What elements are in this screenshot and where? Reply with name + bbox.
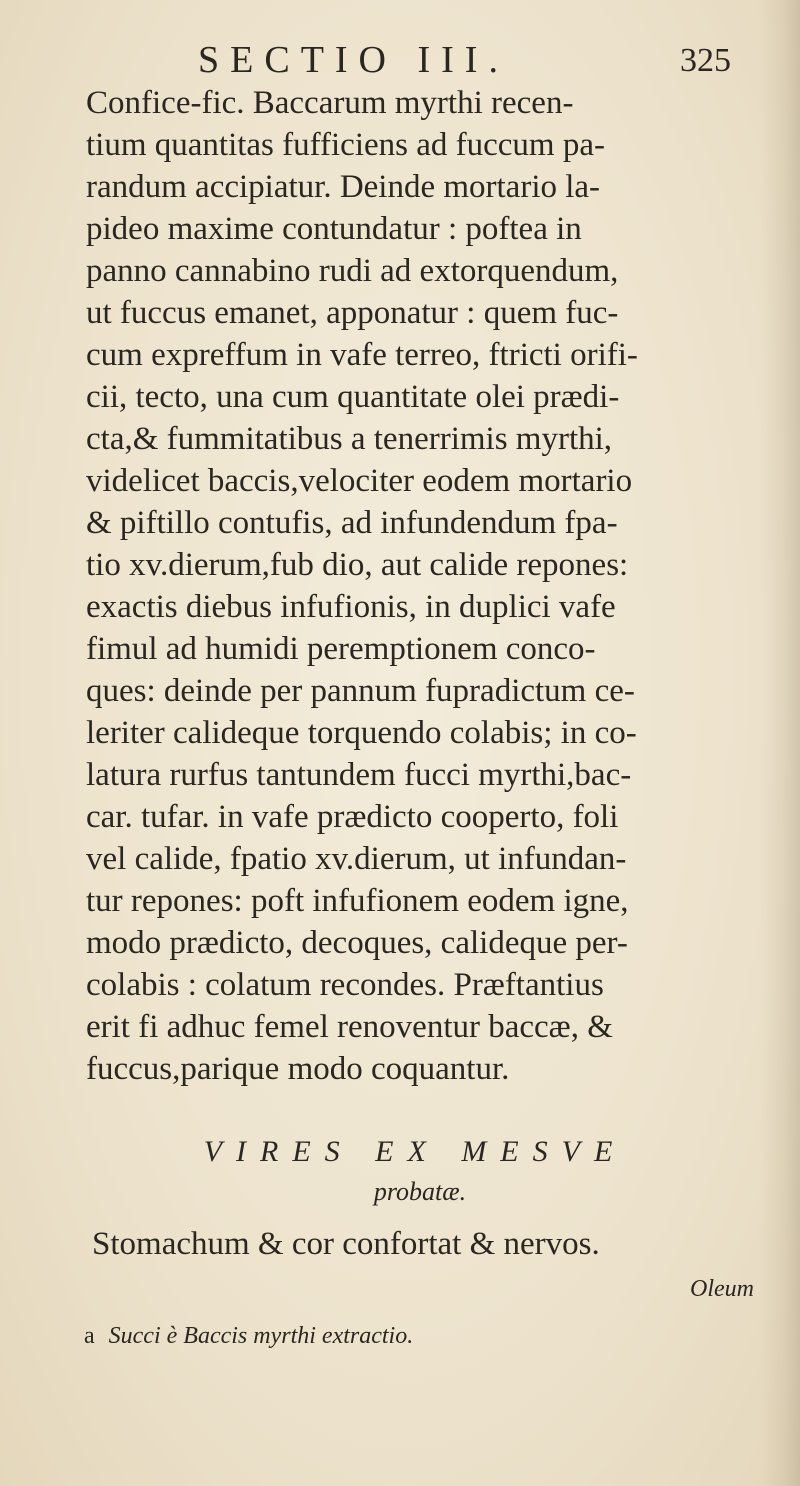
text-line: cta,& fummitatibus a tenerrimis myrthi, (86, 421, 613, 457)
section-title: SECTIO III. (198, 39, 509, 81)
text-line: tio xv.dierum,fub dio, aut calide repones: (86, 547, 629, 583)
text-line: Confice-fic. Baccarum myrthi recen- (86, 85, 574, 121)
text-line: ques: deinde per pannum fupradictum ce- (86, 673, 635, 709)
text-line: cii, tecto, una cum quantitate olei prædi- (86, 379, 620, 415)
text-line: erit fi adhuc femel renoventur baccæ, & (86, 1009, 613, 1045)
text-line: fuccus,parique modo coquantur. (86, 1051, 510, 1087)
subtitle-block (0, 1130, 800, 1210)
text-line: pideo maxime contundatur : poftea in (86, 211, 582, 247)
text-line: ut fuccus emanet, apponatur : quem fuc- (86, 295, 619, 331)
text-line: latura rurfus tantundem fucci myrthi,bac- (86, 757, 632, 793)
text-line: modo prædicto, decoques, calideque per- (86, 925, 628, 961)
text-line: fimul ad humidi peremptionem conco- (86, 631, 596, 667)
catchword: Oleum (690, 1276, 754, 1302)
footnote-text: Succi è Baccis myrthi extractio. (108, 1323, 414, 1349)
text-line: tur repones: poft infufionem eodem igne, (86, 883, 629, 919)
text-line: videlicet baccis,velociter eodem mortario (86, 463, 633, 499)
text-line: tium quantitas fufficiens ad fuccum pa- (86, 127, 605, 163)
footnote-mark: a (84, 1323, 95, 1349)
text-line: exactis diebus infufionis, in duplici vafe (86, 589, 616, 625)
subtitle-subheading: probatæ. (373, 1177, 467, 1206)
subtitle-heading: VIRES EX MESVE (203, 1135, 627, 1168)
text-line: & piftillo contufis, ad infundendum fpa- (86, 505, 618, 541)
text-line: panno cannabino rudi ad extorquendum, (86, 253, 619, 289)
footnote (84, 1318, 413, 1354)
body-text (86, 82, 796, 1090)
text-line: colabis : colatum recondes. Præftantius (86, 967, 604, 1003)
page-number: 325 (680, 42, 731, 79)
text-line: randum accipiatur. Deinde mortario la- (86, 169, 601, 205)
text-line: vel calide, fpatio xv.dierum, ut infundan- (86, 841, 627, 877)
closing-line: Stomachum & cor confortat & nervos. (92, 1226, 600, 1262)
text-line: cum expreffum in vafe terreo, ftricti orifi- (86, 337, 638, 373)
text-line: leriter calideque torquendo colabis; in co- (86, 715, 637, 751)
text-line: car. tufar. in vafe prædicto cooperto, foli (86, 799, 619, 835)
